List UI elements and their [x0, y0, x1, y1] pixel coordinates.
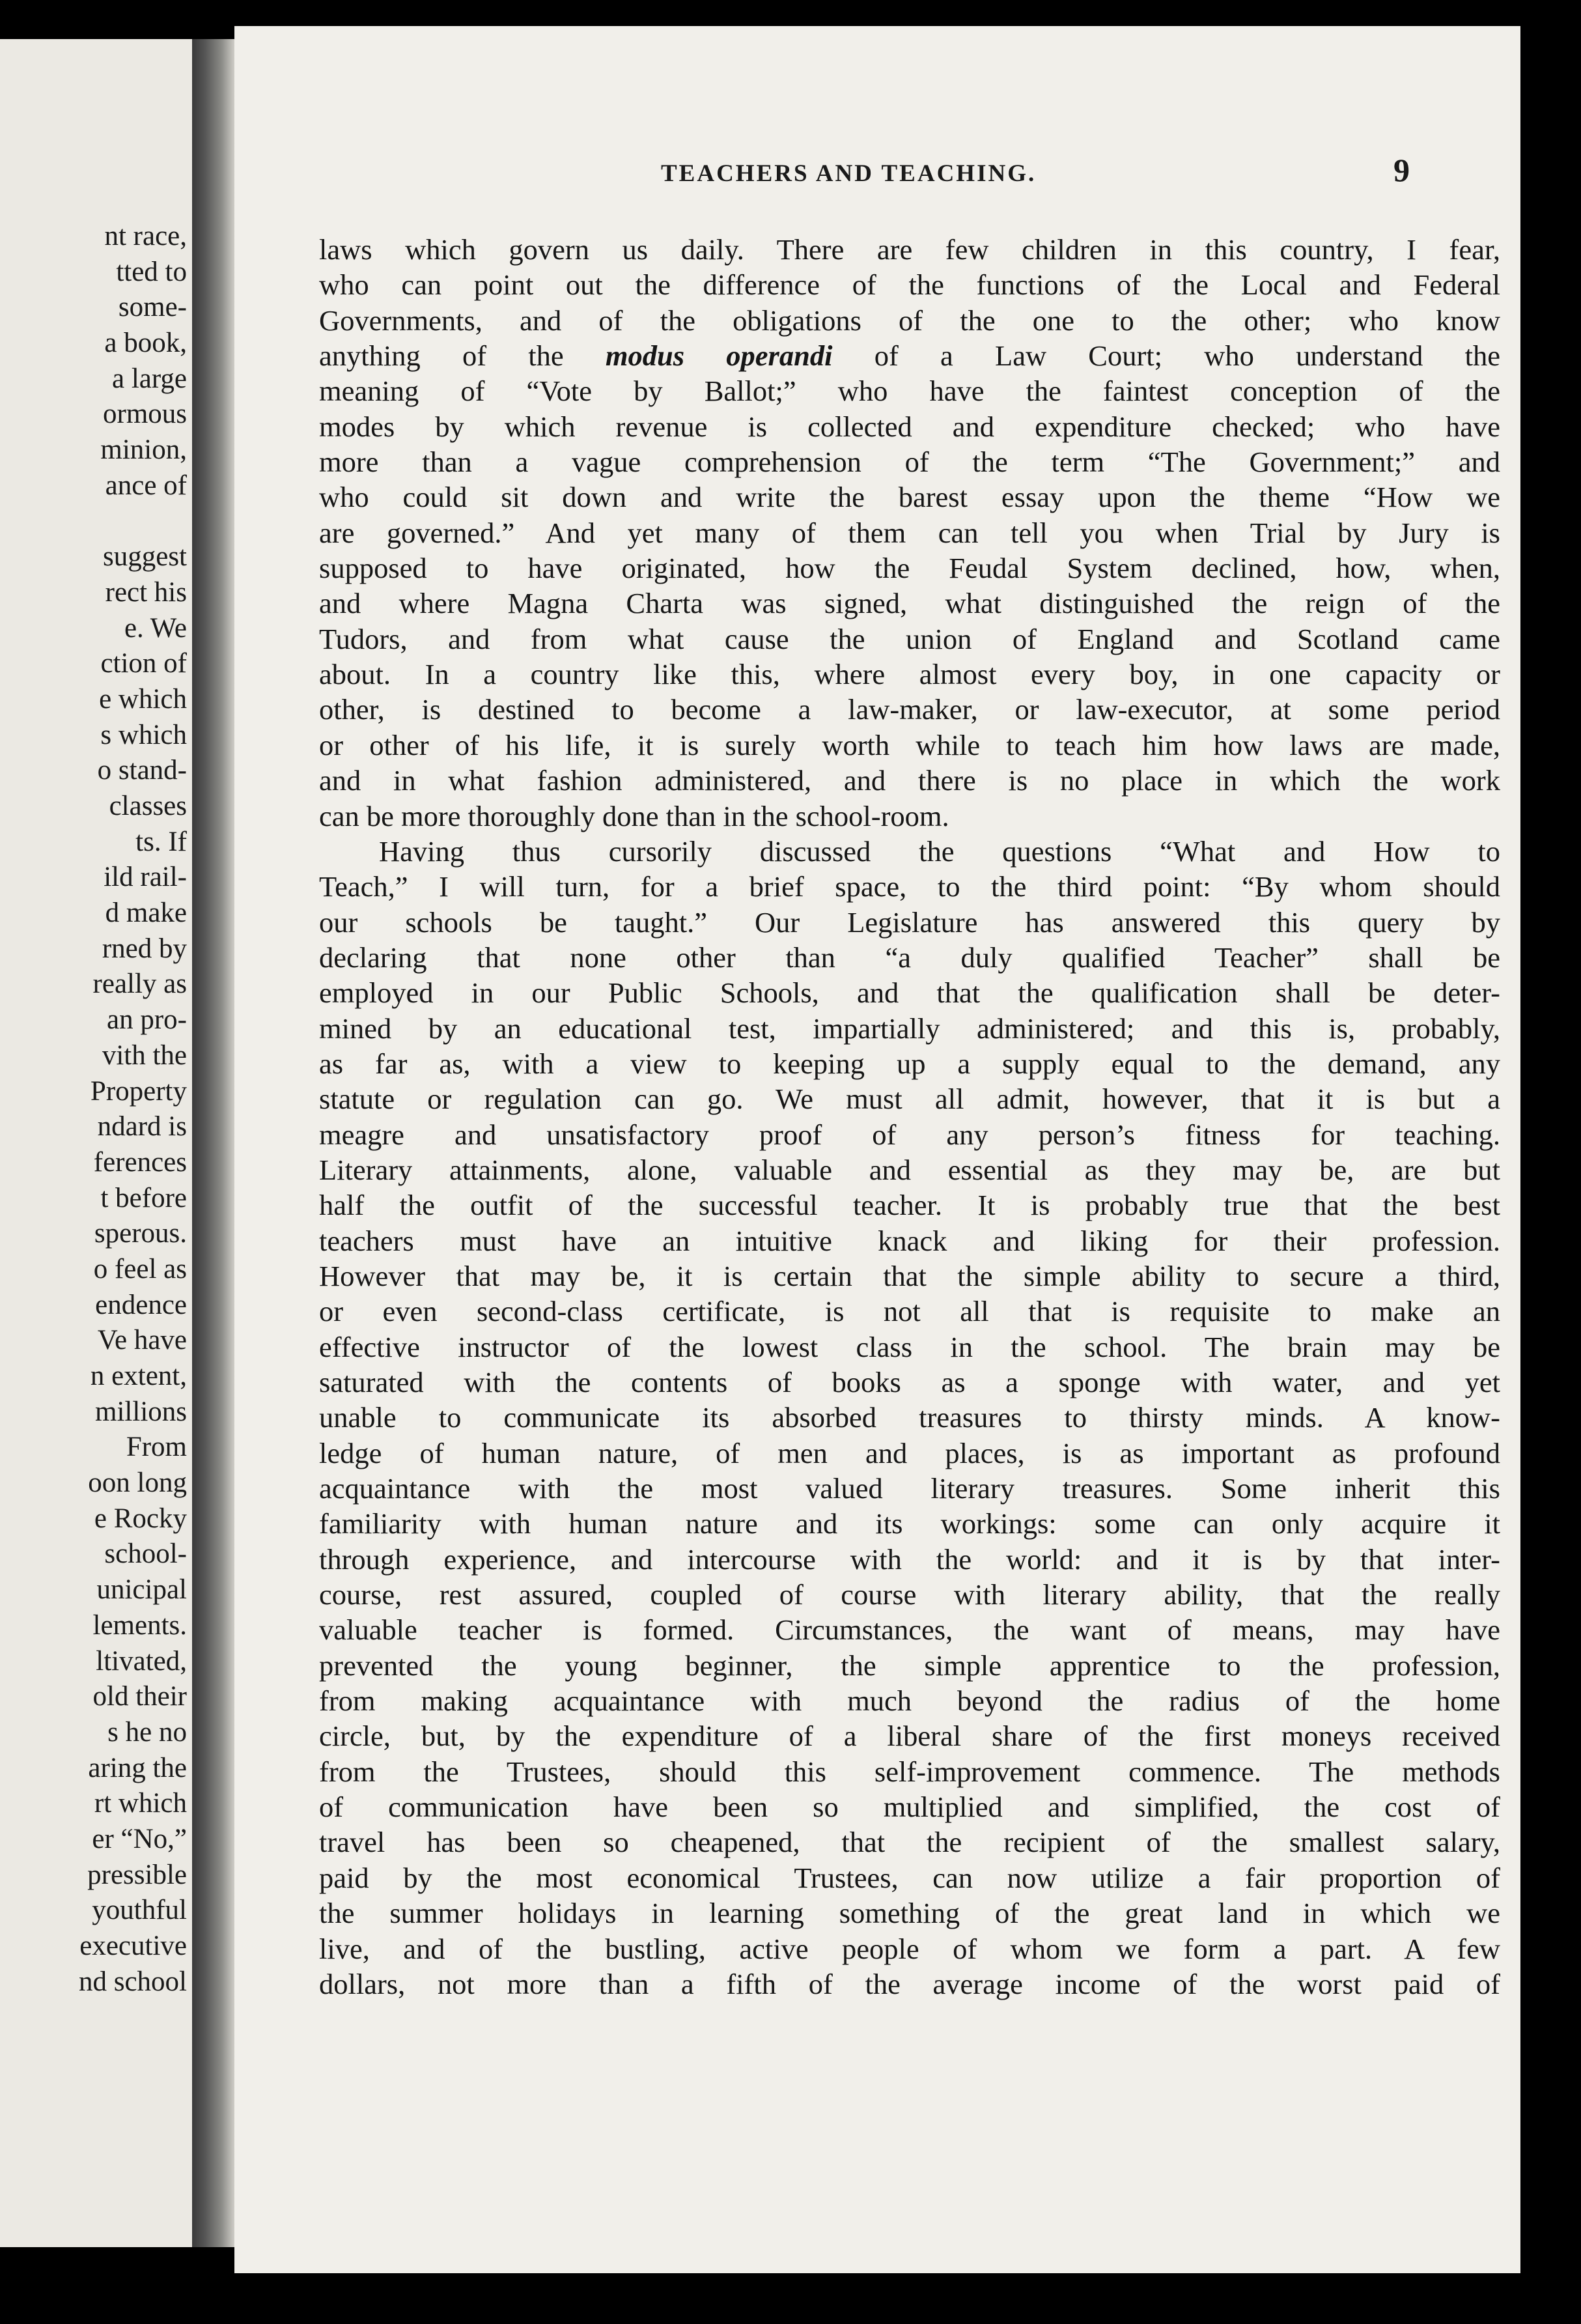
text-line: or other of his life, it is surely worth while to teach him how laws are made, — [319, 728, 1500, 761]
facing-page-line: aring the — [88, 1752, 187, 1783]
facing-page-line: tted to — [116, 256, 187, 287]
facing-page-line: ction of — [100, 648, 187, 679]
running-header: TEACHERS AND TEACHING. — [661, 160, 1037, 187]
facing-page-line: rt which — [94, 1788, 187, 1819]
text-line: acquaintance with the most valued literary treasures. Some inherit this — [319, 1472, 1500, 1505]
text-line: Teach,” I will turn, for a brief space, to the third point: “By whom should — [319, 870, 1500, 903]
facing-page-line: suggest — [103, 541, 187, 573]
facing-page-line: ormous — [103, 399, 187, 430]
text-line: Governments, and of the obligations of the one to the other; who know — [319, 304, 1500, 337]
facing-page-line: d make — [105, 898, 187, 929]
text-line: unable to communicate its absorbed treasures to thirsty minds. A know- — [319, 1401, 1500, 1434]
text-line: half the outfit of the successful teacher. It is probably true that the best — [319, 1189, 1500, 1222]
facing-page-line: millions — [95, 1396, 187, 1427]
text-line: laws which govern us daily. There are few children in this country, I fear, — [319, 233, 1500, 266]
text-line: the summer holidays in learning something of the great land in which we — [319, 1897, 1500, 1930]
facing-page-line: vith the — [102, 1040, 187, 1071]
text-line: and in what fashion administered, and there is no place in which the work — [319, 764, 1500, 797]
facing-page-line: sperous. — [94, 1218, 187, 1249]
facing-page-line: rect his — [105, 576, 187, 608]
facing-page-line: youthful — [92, 1895, 187, 1926]
facing-page-line: really as — [92, 969, 187, 1000]
facing-page-line: Property — [90, 1075, 187, 1107]
book-page — [234, 26, 1520, 2273]
text-line: Tudors, and from what cause the union of England and Scotland came — [319, 622, 1500, 655]
text-line: supposed to have originated, how the Feudal System declined, how, when, — [319, 552, 1500, 585]
facing-page-line: some- — [118, 292, 187, 323]
text-line: live, and of the bustling, active people of whom we form a part. A few — [319, 1932, 1500, 1965]
text-line: modes by which revenue is collected and expenditure checked; who have — [319, 410, 1500, 443]
facing-page-line: unicipal — [96, 1574, 187, 1606]
facing-page-line: old their — [92, 1681, 187, 1712]
facing-page-line: ferences — [93, 1146, 187, 1178]
text-line: Having thus cursorily discussed the questions “What and How to — [379, 834, 1500, 868]
facing-page-line: nt race, — [104, 221, 187, 251]
text-line: other, is destined to become a law-maker, or law-executor, at some period — [319, 693, 1500, 726]
facing-page-line: executive — [79, 1931, 187, 1961]
facing-page-line: o feel as — [93, 1253, 187, 1284]
facing-page-line: n extent, — [90, 1361, 187, 1391]
text-line: travel has been so cheapened, that the recipient of the smallest salary, — [319, 1826, 1500, 1859]
facing-page-line: e Rocky — [94, 1503, 187, 1534]
facing-page-line: ts. If — [135, 826, 187, 857]
text-line: statute or regulation can go. We must all admit, however, that it is but a — [319, 1083, 1500, 1116]
facing-page-line: nd school — [78, 1966, 187, 1997]
text-line: anything of the modus operandi of a Law Court; who understand the — [319, 339, 1500, 373]
facing-page-line: ndard is — [97, 1111, 187, 1142]
text-line: meagre and unsatisfactory proof of any person’s fitness for teaching. — [319, 1118, 1500, 1151]
text-line: However that may be, it is certain that the simple ability to secure a third, — [319, 1259, 1500, 1292]
facing-page-line: t before — [100, 1182, 187, 1213]
facing-page-line: school- — [104, 1538, 187, 1570]
page-number: 9 — [1393, 152, 1410, 188]
text-line: or even second-class certificate, is not all that is requisite to make an — [319, 1295, 1500, 1328]
text-line: familiarity with human nature and its workings: some can only acquire it — [319, 1507, 1500, 1540]
text-line: our schools be taught.” Our Legislature has answered this query by — [319, 905, 1500, 939]
text-line: saturated with the contents of books as a sponge with water, and yet — [319, 1366, 1500, 1398]
text-line: as far as, with a view to keeping up a supply equal to the demand, any — [319, 1047, 1500, 1080]
facing-page-line: s which — [100, 719, 187, 750]
text-line: who can point out the difference of the functions of the Local and Federal — [319, 268, 1500, 302]
facing-page-line: a book, — [104, 328, 187, 359]
text-line: can be more thoroughly done than in the school-room. — [319, 799, 949, 832]
text-line: through experience, and intercourse with the world: and it is by that inter- — [319, 1542, 1500, 1576]
facing-page-line: an pro- — [107, 1004, 187, 1036]
facing-page-line: ance of — [105, 470, 187, 501]
body-text — [319, 232, 1500, 2002]
facing-page-line: ltivated, — [96, 1645, 187, 1677]
facing-page-line: ild rail- — [104, 862, 187, 893]
facing-page-line: e. We — [124, 612, 187, 644]
text-line: of communication have been so multiplied and simplified, the cost of — [319, 1791, 1500, 1824]
text-line: are governed.” And yet many of them can tell you when Trial by Jury is — [319, 516, 1500, 549]
text-line: employed in our Public Schools, and that the qualification shall be deter- — [319, 976, 1500, 1010]
facing-page-line — [79, 504, 187, 540]
text-line: more than a vague comprehension of the term “The Government;” and — [319, 446, 1500, 479]
scan-border — [1520, 26, 1581, 2273]
text-line: from making acquaintance with much beyond the radius of the home — [319, 1684, 1500, 1718]
text-line: dollars, not more than a fifth of the average income of the worst paid of — [319, 1967, 1500, 2000]
facing-page-left — [0, 39, 192, 2247]
facing-page-line: oon long — [88, 1467, 187, 1499]
facing-page-line: er “No,” — [92, 1823, 187, 1854]
text-line: who could sit down and write the barest essay upon the theme “How we — [319, 481, 1500, 514]
facing-page-line: lements. — [92, 1609, 187, 1641]
text-line: meaning of “Vote by Ballot;” who have the faintest conception of the — [319, 375, 1500, 408]
facing-page-line: e which — [99, 683, 187, 715]
text-line: course, rest assured, coupled of course with literary ability, that the really — [319, 1578, 1500, 1611]
facing-page-line: From — [126, 1432, 187, 1463]
text-line: circle, but, by the expenditure of a liberal share of the first moneys received — [319, 1720, 1500, 1753]
facing-page-line: a large — [112, 363, 187, 394]
facing-page-line: o stand- — [97, 755, 187, 786]
text-line: from the Trustees, should this self-improvement commence. The methods — [319, 1755, 1500, 1788]
facing-page-line: Ve have — [97, 1325, 187, 1356]
facing-page-line: pressible — [87, 1859, 187, 1890]
facing-page-line: classes — [109, 791, 187, 821]
text-line: valuable teacher is formed. Circumstances, the want of means, may have — [319, 1613, 1500, 1647]
text-line: teachers must have an intuitive knack and liking for their profession. — [319, 1224, 1500, 1257]
facing-page-text — [79, 219, 187, 2000]
facing-page-line: rned by — [102, 933, 187, 964]
text-line: Literary attainments, alone, valuable and essential as they may be, are but — [319, 1153, 1500, 1186]
facing-page-line: minion, — [100, 434, 187, 466]
facing-page-line: s he no — [107, 1716, 187, 1748]
text-line: declaring that none other than “a duly qualified Teacher” shall be — [319, 941, 1500, 974]
book-gutter — [192, 39, 234, 2247]
facing-page-line: endence — [95, 1289, 187, 1320]
text-line: about. In a country like this, where almost every boy, in one capacity or — [319, 658, 1500, 691]
text-line: ledge of human nature, of men and places, is as important as profound — [319, 1436, 1500, 1469]
text-line: prevented the young beginner, the simple apprentice to the profession, — [319, 1649, 1500, 1682]
text-line: mined by an educational test, impartially administered; and this is, probably, — [319, 1012, 1500, 1045]
text-line: paid by the most economical Trustees, can now utilize a fair proportion of — [319, 1861, 1500, 1894]
text-line: and where Magna Charta was signed, what distinguished the reign of the — [319, 587, 1500, 620]
text-line: effective instructor of the lowest class in the school. The brain may be — [319, 1330, 1500, 1363]
